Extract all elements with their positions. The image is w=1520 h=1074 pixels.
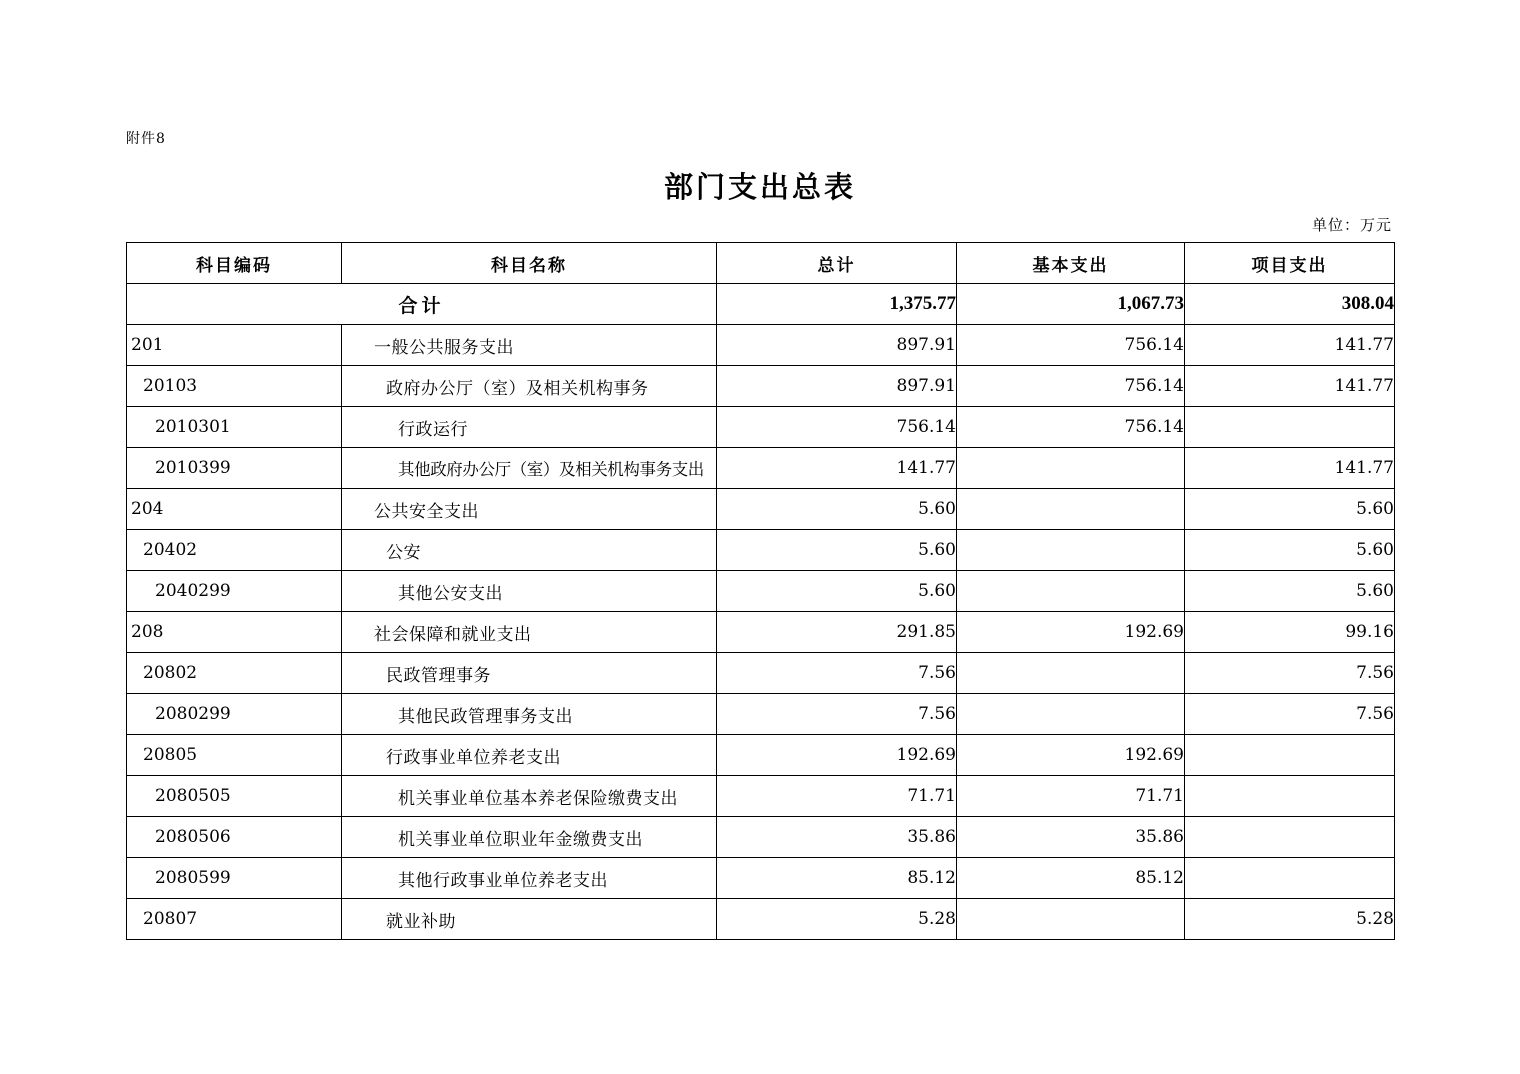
row-project: [1185, 858, 1395, 899]
row-project: 7.56: [1185, 694, 1395, 735]
row-name: 其他民政管理事务支出: [342, 694, 717, 735]
row-name: 一般公共服务支出: [342, 325, 717, 366]
row-project: 99.16: [1185, 612, 1395, 653]
page-title: 部门支出总表: [663, 170, 856, 204]
row-name: 机关事业单位基本养老保险缴费支出: [342, 776, 717, 817]
table-row: [127, 735, 1395, 776]
row-code: 208: [127, 612, 342, 653]
row-code: 201: [127, 325, 342, 366]
row-basic: [957, 694, 1185, 735]
row-code: 2080505: [127, 776, 342, 817]
row-basic: [957, 653, 1185, 694]
total-row: [127, 284, 1395, 325]
row-total: 897.91: [717, 366, 957, 407]
row-total: 5.60: [717, 530, 957, 571]
row-total: 5.28: [717, 899, 957, 940]
row-code: 20802: [127, 653, 342, 694]
row-code: 20103: [127, 366, 342, 407]
row-code: 2080506: [127, 817, 342, 858]
table-row: [127, 612, 1395, 653]
row-name: 社会保障和就业支出: [342, 612, 717, 653]
row-basic: 192.69: [957, 735, 1185, 776]
table-row: [127, 694, 1395, 735]
row-code: 2080299: [127, 694, 342, 735]
row-code: 20402: [127, 530, 342, 571]
row-project: 5.28: [1185, 899, 1395, 940]
row-project: 141.77: [1185, 448, 1395, 489]
row-name: 公安: [342, 530, 717, 571]
row-name: 政府办公厅（室）及相关机构事务: [342, 366, 717, 407]
table-row: [127, 653, 1395, 694]
row-basic: [957, 448, 1185, 489]
row-project: 5.60: [1185, 530, 1395, 571]
row-name: 民政管理事务: [342, 653, 717, 694]
row-code: 2040299: [127, 571, 342, 612]
column-header-basic: 基本支出: [957, 243, 1185, 284]
table-row: [127, 325, 1395, 366]
row-total: 756.14: [717, 407, 957, 448]
table-header-row: [127, 243, 1395, 284]
row-total: 71.71: [717, 776, 957, 817]
column-header-total: 总计: [717, 243, 957, 284]
table-row: [127, 776, 1395, 817]
row-code: 2080599: [127, 858, 342, 899]
row-basic: 192.69: [957, 612, 1185, 653]
table-row: [127, 366, 1395, 407]
attachment-label: 附件8: [126, 131, 166, 147]
table-row: [127, 530, 1395, 571]
total-row-basic: 1,067.73: [957, 284, 1185, 325]
row-project: 141.77: [1185, 325, 1395, 366]
row-name: 机关事业单位职业年金缴费支出: [342, 817, 717, 858]
column-header-code: 科目编码: [127, 243, 342, 284]
total-row-project: 308.04: [1185, 284, 1395, 325]
row-project: 141.77: [1185, 366, 1395, 407]
row-total: 85.12: [717, 858, 957, 899]
row-code: 20807: [127, 899, 342, 940]
row-basic: 756.14: [957, 366, 1185, 407]
row-basic: 756.14: [957, 407, 1185, 448]
table-row: [127, 489, 1395, 530]
row-project: [1185, 776, 1395, 817]
total-row-label: 合计: [127, 284, 717, 325]
row-name: 行政事业单位养老支出: [342, 735, 717, 776]
row-basic: [957, 571, 1185, 612]
row-total: 5.60: [717, 489, 957, 530]
row-name: 行政运行: [342, 407, 717, 448]
table-header: [127, 243, 1395, 284]
column-header-project: 项目支出: [1185, 243, 1395, 284]
table-row: [127, 899, 1395, 940]
row-basic: [957, 530, 1185, 571]
row-name: 公共安全支出: [342, 489, 717, 530]
row-project: [1185, 735, 1395, 776]
row-basic: 35.86: [957, 817, 1185, 858]
row-total: 7.56: [717, 694, 957, 735]
unit-label: 单位：万元: [1311, 216, 1392, 234]
row-name: 其他政府办公厅（室）及相关机构事务支出: [342, 448, 717, 489]
table-row: [127, 571, 1395, 612]
row-project: 5.60: [1185, 571, 1395, 612]
total-row-total: 1,375.77: [717, 284, 957, 325]
row-name: 其他行政事业单位养老支出: [342, 858, 717, 899]
row-name: 其他公安支出: [342, 571, 717, 612]
row-code: 2010399: [127, 448, 342, 489]
row-code: 20805: [127, 735, 342, 776]
row-total: 291.85: [717, 612, 957, 653]
row-name: 就业补助: [342, 899, 717, 940]
table-row: [127, 858, 1395, 899]
row-total: 897.91: [717, 325, 957, 366]
row-project: [1185, 817, 1395, 858]
row-project: 5.60: [1185, 489, 1395, 530]
row-basic: 756.14: [957, 325, 1185, 366]
row-total: 141.77: [717, 448, 957, 489]
expenditure-table: [126, 242, 1395, 940]
table-row: [127, 407, 1395, 448]
row-total: 7.56: [717, 653, 957, 694]
row-project: [1185, 407, 1395, 448]
table-body: [127, 284, 1395, 940]
row-basic: 71.71: [957, 776, 1185, 817]
row-total: 5.60: [717, 571, 957, 612]
row-code: 2010301: [127, 407, 342, 448]
row-project: 7.56: [1185, 653, 1395, 694]
row-basic: [957, 899, 1185, 940]
row-basic: [957, 489, 1185, 530]
row-total: 35.86: [717, 817, 957, 858]
row-code: 204: [127, 489, 342, 530]
table-row: [127, 448, 1395, 489]
row-total: 192.69: [717, 735, 957, 776]
row-basic: 85.12: [957, 858, 1185, 899]
column-header-name: 科目名称: [342, 243, 717, 284]
table-row: [127, 817, 1395, 858]
